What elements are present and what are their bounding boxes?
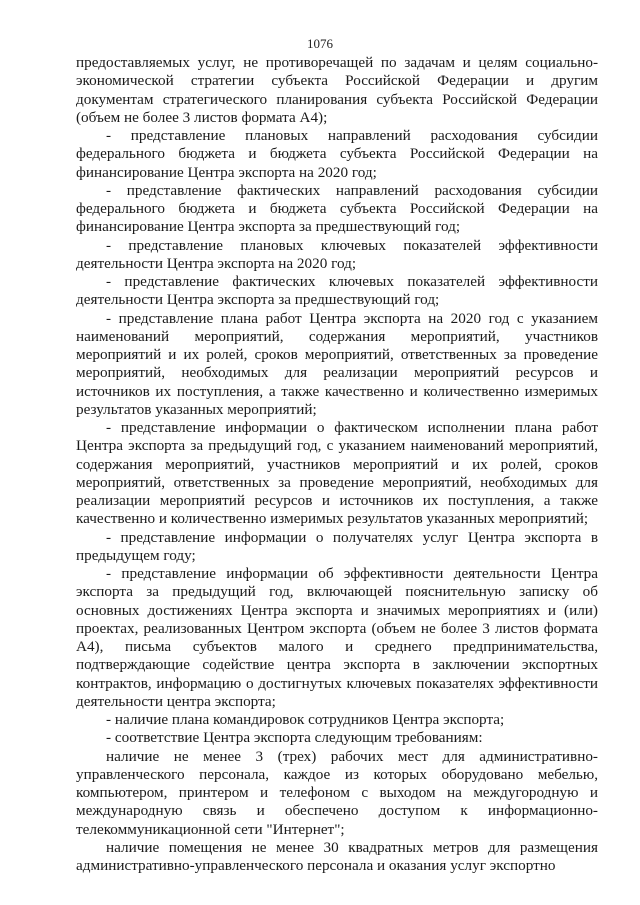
paragraph: - представление плановых ключевых показателей эффективности деятельности Центра экспорта на 2020 год; — [76, 236, 598, 272]
paragraph: - представление информации о получателях услуг Центра экспорта в предыдущем году; — [76, 528, 598, 564]
paragraph: - представление плана работ Центра экспорта на 2020 год с указанием наименований мероприятий, содержания мероприятий, участников мероприятий и их ролей, сроков мероприятий, ответственных за проведение мероприятий, необходимых для реализации мероприятий ресурсов и источников их поступления, а также качественно и количественно измеримых результатов указанных мероприятий; — [76, 309, 598, 418]
paragraph: - представление информации о фактическом исполнении плана работ Центра экспорта за предыдущий год, с указанием наименований мероприятий, содержания мероприятий, участников мероприятий и их ролей, сроков мероприятий, ответственных за проведение мероприятий, необходимых для реализации мероприятий ресурсов и источников их поступления, а также качественно и количественно измеримых результатов указанных мероприятий; — [76, 419, 598, 528]
paragraph: наличие помещения не менее 30 квадратных метров для размещения административно-управленческого персонала и оказания услуг экспортно — [76, 838, 598, 874]
paragraph: - представление фактических ключевых показателей эффективности деятельности Центра экспорта за предшествующий год; — [76, 273, 598, 309]
page-number: 1076 — [307, 36, 333, 51]
paragraph: - представление плановых направлений расходования субсидии федерального бюджета и бюджета субъекта Российской Федерации на финансирование Центра экспорта на 2020 год; — [76, 127, 598, 181]
paragraph: - представление фактических направлений расходования субсидии федерального бюджета и бюджета субъекта Российской Федерации на финансирование Центра экспорта за предшествующий год; — [76, 181, 598, 236]
paragraph: - наличие плана командировок сотрудников Центра экспорта; — [106, 711, 505, 728]
body-text — [76, 54, 598, 875]
paragraph: наличие не менее 3 (трех) рабочих мест для административно-управленческого персонала, каждое из которых оборудовано мебелью, компьютером, принтером и телефоном с выходом на междугородную и международную связь и обеспечено доступом к информационно-телекоммуникационной сети "Интернет"; — [76, 747, 598, 838]
paragraph: - представление информации об эффективности деятельности Центра экспорта за предыдущий год, включающей пояснительную записку об основных достижениях Центра экспорта и значимых мероприятиях и (или) проектах, реализованных Центром экспорта (объем не более 3 листов формата А4), письма субъектов малого и среднего предпринимательства, подтверждающие содействие центра экспорта в заключении экспортных контрактов, информацию о достигнутых ключевых показателях эффективности деятельности центра экспорта; — [76, 565, 598, 710]
paragraph: предоставляемых услуг, не противоречащей по задачам и целям социально-экономической стратегии субъекта Российской Федерации и другим документам стратегического планирования субъекта Российской Федерации (объем не более 3 листов формата А4); — [76, 54, 598, 126]
paragraph: - соответствие Центра экспорта следующим требованиям: — [106, 729, 483, 747]
